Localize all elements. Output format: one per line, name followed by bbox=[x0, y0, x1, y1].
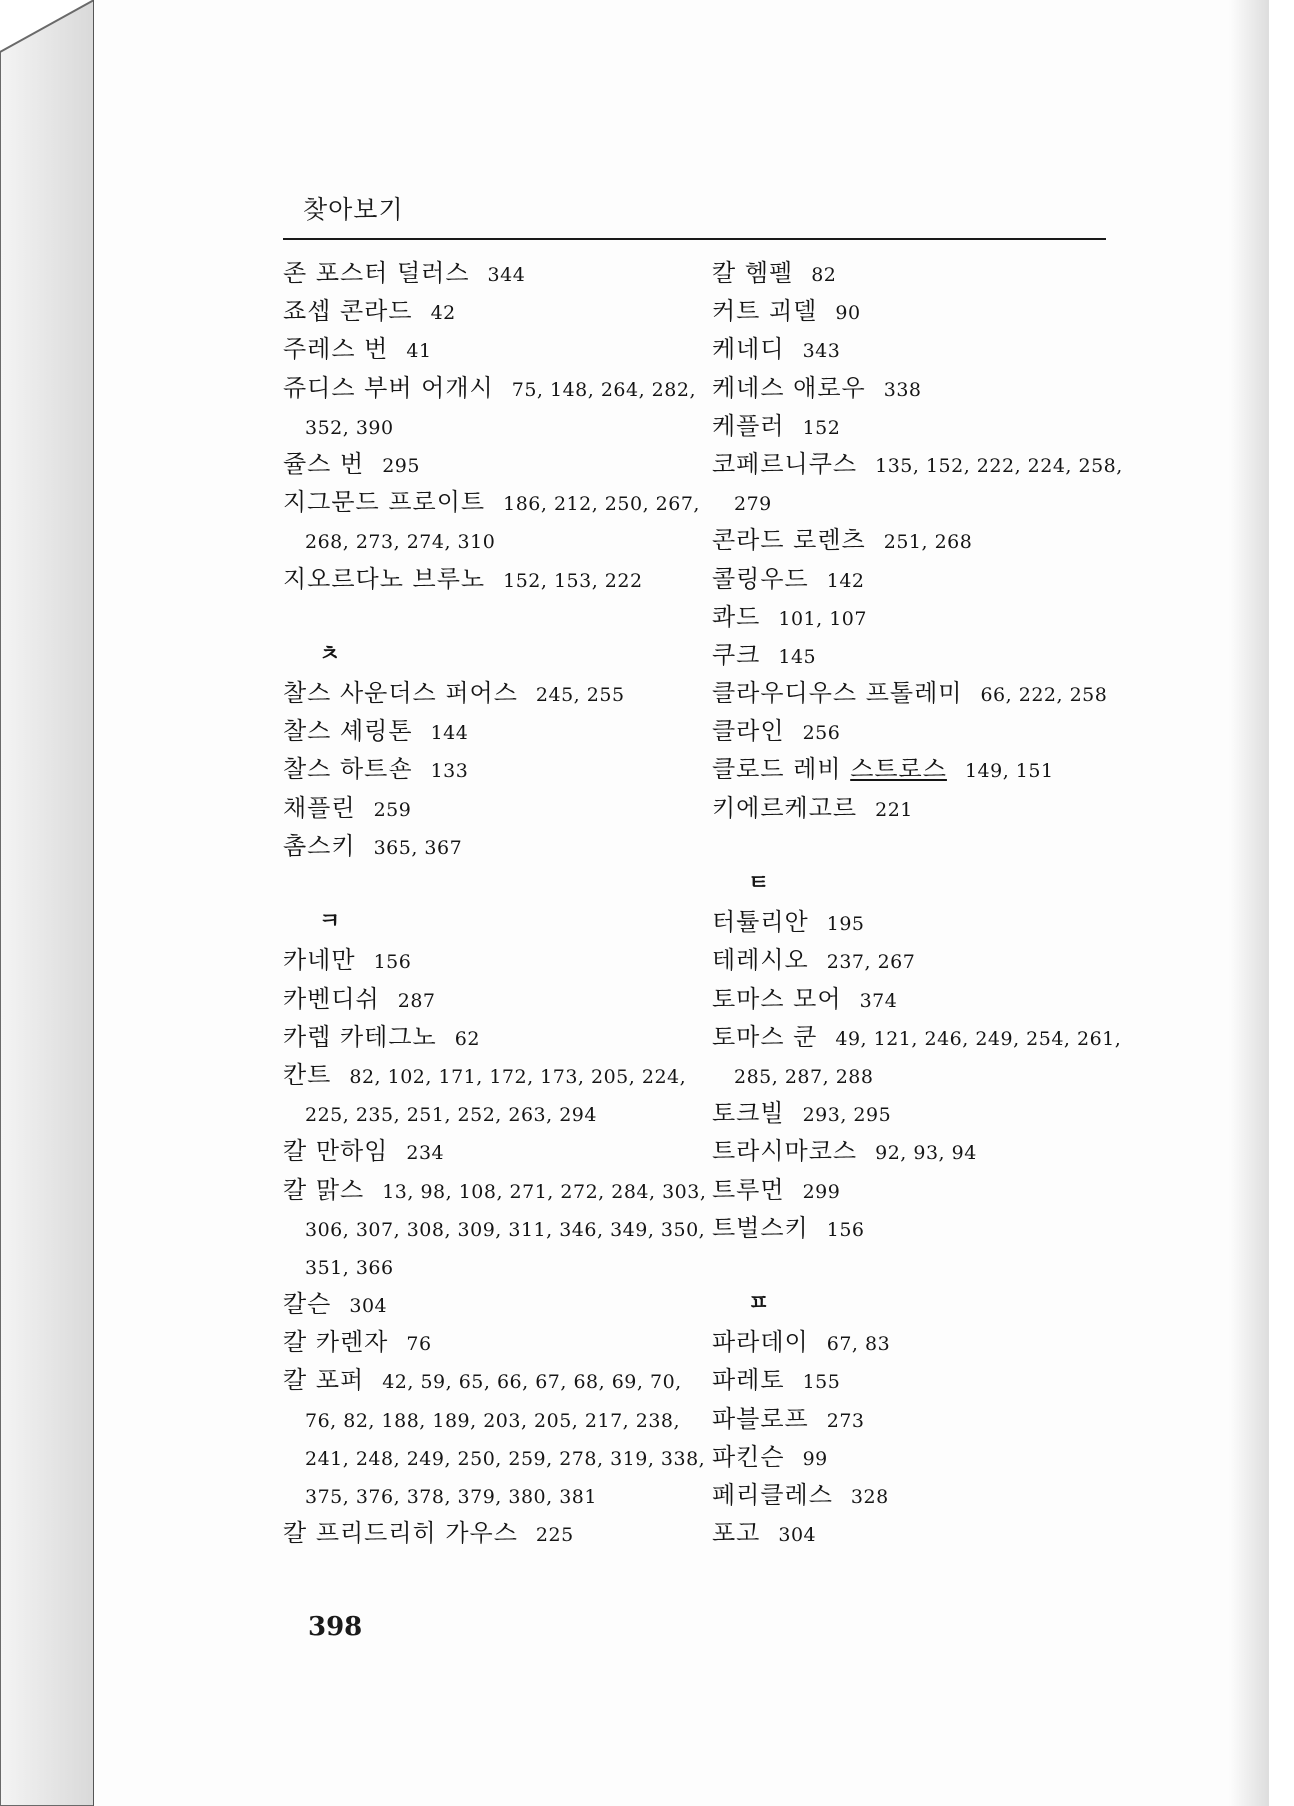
entry-pages: 245, 255 bbox=[535, 684, 625, 707]
entry-name: 채플린 bbox=[283, 793, 356, 822]
index-entry bbox=[712, 560, 1112, 598]
entry-name: 파블로프 bbox=[712, 1404, 809, 1433]
index-entry bbox=[283, 560, 693, 598]
index-entry bbox=[283, 789, 693, 827]
entry-pages: 186, 212, 250, 267, bbox=[503, 493, 700, 516]
entry-pages: 338 bbox=[883, 378, 922, 401]
index-entry bbox=[283, 827, 693, 865]
entry-pages: 343 bbox=[802, 340, 841, 363]
entry-pages: 99 bbox=[802, 1447, 828, 1470]
index-entry-continuation bbox=[712, 1056, 1112, 1094]
entry-name: 케네스 애로우 bbox=[712, 373, 866, 402]
index-entry bbox=[283, 445, 693, 483]
entry-name: 트벌스키 bbox=[712, 1213, 809, 1242]
entry-pages: 49, 121, 246, 249, 254, 261, bbox=[835, 1027, 1122, 1050]
index-entry bbox=[283, 254, 693, 292]
index-entry-continuation bbox=[283, 521, 693, 559]
section-gap bbox=[712, 827, 1112, 865]
entry-pages: 101, 107 bbox=[778, 607, 867, 630]
entry-pages: 225, 235, 251, 252, 263, 294 bbox=[305, 1104, 597, 1127]
entry-name: 커트 괴델 bbox=[712, 297, 818, 326]
entry-pages: 287 bbox=[397, 989, 436, 1012]
entry-pages: 304 bbox=[349, 1295, 388, 1318]
entry-pages: 237, 267 bbox=[826, 951, 916, 974]
index-entry bbox=[712, 407, 1112, 445]
entry-pages: 285, 287, 288 bbox=[734, 1065, 874, 1088]
index-entry bbox=[712, 369, 1112, 407]
entry-name: 키에르케고르 bbox=[712, 793, 858, 822]
entry-pages: 352, 390 bbox=[305, 416, 394, 439]
entry-name-underlined: 스트로스 bbox=[850, 755, 947, 784]
entry-name: 카렙 카테그노 bbox=[283, 1022, 437, 1051]
entry-pages: 82 bbox=[811, 264, 837, 286]
index-entry bbox=[712, 521, 1112, 559]
index-entry-continuation bbox=[283, 1247, 693, 1285]
entry-pages: 351, 366 bbox=[305, 1256, 394, 1279]
entry-name: 칼 만하임 bbox=[283, 1137, 389, 1166]
index-entry bbox=[712, 1476, 1112, 1514]
entry-name: 죠셉 콘라드 bbox=[283, 297, 413, 326]
entry-pages: 256 bbox=[802, 722, 841, 745]
index-entry bbox=[283, 980, 693, 1018]
entry-name: 촘스키 bbox=[283, 831, 356, 860]
entry-name: 칼 포퍼 bbox=[283, 1366, 365, 1395]
entry-pages: 259 bbox=[373, 798, 412, 821]
entry-pages: 42 bbox=[430, 302, 456, 325]
entry-name: 주레스 번 bbox=[283, 335, 389, 364]
entry-pages: 62 bbox=[454, 1027, 480, 1050]
entry-pages: 234 bbox=[406, 1142, 445, 1165]
section-letter-heading: ㅌ bbox=[748, 871, 770, 896]
index-entry bbox=[712, 1209, 1112, 1247]
page-title: 찾아보기 bbox=[303, 195, 404, 224]
index-entry bbox=[283, 369, 696, 407]
entry-name: 클라우디우스 프톨레미 bbox=[712, 679, 963, 708]
entry-name: 콜링우드 bbox=[712, 564, 809, 593]
entry-pages: 82, 102, 171, 172, 173, 205, 224, bbox=[349, 1065, 687, 1088]
entry-name: 코페르니쿠스 bbox=[712, 449, 858, 478]
entry-name: 콰드 bbox=[712, 602, 761, 631]
index-entry bbox=[712, 1361, 1112, 1399]
entry-pages: 273 bbox=[826, 1409, 865, 1432]
index-entry bbox=[712, 636, 1112, 674]
entry-pages: 155 bbox=[802, 1371, 841, 1394]
entry-pages: 304 bbox=[778, 1524, 817, 1547]
entry-name: 카네만 bbox=[283, 946, 356, 975]
entry-name: 찰스 하트숀 bbox=[283, 755, 413, 784]
entry-pages: 144 bbox=[430, 722, 469, 745]
index-entry-continuation bbox=[283, 1438, 706, 1476]
entry-name: 트루먼 bbox=[712, 1175, 785, 1204]
index-entry bbox=[283, 1171, 707, 1209]
entry-name: 칼 카렌자 bbox=[283, 1328, 389, 1357]
entry-pages: 375, 376, 378, 379, 380, 381 bbox=[305, 1486, 597, 1508]
entry-pages: 279 bbox=[734, 493, 772, 516]
index-entry-continuation bbox=[283, 1094, 693, 1132]
entry-pages: 90 bbox=[835, 302, 861, 325]
entry-name: 지그문드 프로이트 bbox=[283, 488, 486, 517]
entry-name: 쿠크 bbox=[712, 640, 761, 669]
entry-pages: 75, 148, 264, 282, bbox=[511, 378, 696, 401]
entry-name: 파라데이 bbox=[712, 1328, 809, 1357]
entry-pages: 13, 98, 108, 271, 272, 284, 303, bbox=[382, 1180, 707, 1203]
index-entry bbox=[712, 445, 1123, 483]
index-entry bbox=[712, 674, 1112, 712]
entry-pages: 42, 59, 65, 66, 67, 68, 69, 70, bbox=[382, 1371, 682, 1394]
index-entry bbox=[712, 1323, 1112, 1361]
entry-pages: 306, 307, 308, 309, 311, 346, 349, 350, bbox=[305, 1218, 706, 1241]
entry-pages: 295 bbox=[382, 454, 420, 477]
header-divider bbox=[283, 238, 1106, 240]
entry-name: 토크빌 bbox=[712, 1099, 785, 1128]
entry-pages: 268, 273, 274, 310 bbox=[305, 531, 496, 554]
index-entry bbox=[283, 712, 693, 750]
index-entry bbox=[283, 941, 693, 979]
index-entry bbox=[712, 598, 1112, 636]
entry-name: 칼 헴펠 bbox=[712, 259, 794, 287]
index-entry bbox=[712, 1132, 1112, 1170]
entry-name: 칼슨 bbox=[283, 1290, 332, 1319]
entry-pages: 221 bbox=[875, 798, 913, 821]
entry-name: 케네디 bbox=[712, 335, 785, 364]
entry-name: 포고 bbox=[712, 1519, 761, 1548]
index-entry bbox=[712, 254, 1112, 292]
index-entry bbox=[712, 1094, 1112, 1132]
section-gap bbox=[283, 865, 693, 903]
section-letter-heading: ㅍ bbox=[748, 1291, 770, 1317]
entry-name: 칼 맑스 bbox=[283, 1175, 365, 1204]
page-number: 398 bbox=[308, 1612, 363, 1642]
entry-name: 쥬디스 부버 어개시 bbox=[283, 373, 494, 402]
index-entry bbox=[712, 1400, 1112, 1438]
entry-pages: 67, 83 bbox=[826, 1333, 891, 1356]
index-entry-continuation bbox=[283, 1400, 693, 1438]
entry-name: 존 포스터 덜러스 bbox=[283, 259, 470, 287]
index-entry bbox=[712, 750, 1112, 788]
entry-name: 파킨슨 bbox=[712, 1442, 785, 1471]
entry-pages: 225 bbox=[535, 1524, 574, 1547]
entry-pages: 66, 222, 258 bbox=[980, 684, 1108, 707]
entry-pages: 135, 152, 222, 224, 258, bbox=[875, 454, 1123, 477]
entry-name: 파레토 bbox=[712, 1366, 785, 1395]
entry-pages: 328 bbox=[850, 1486, 889, 1508]
index-entry-continuation bbox=[283, 1476, 693, 1514]
entry-pages: 149, 151 bbox=[964, 760, 1054, 783]
index-entry bbox=[283, 674, 693, 712]
entry-pages: 76, 82, 188, 189, 203, 205, 217, 238, bbox=[305, 1409, 681, 1432]
index-entry bbox=[283, 1323, 693, 1361]
entry-name: 클라인 bbox=[712, 717, 785, 746]
entry-name: 콘라드 로렌츠 bbox=[712, 526, 866, 555]
entry-name: 칸트 bbox=[283, 1060, 332, 1089]
index-entry bbox=[712, 330, 1112, 368]
index-entry bbox=[283, 1514, 693, 1552]
index-entry bbox=[283, 1056, 693, 1094]
entry-pages: 293, 295 bbox=[802, 1104, 892, 1127]
index-entry bbox=[712, 980, 1112, 1018]
entry-name: 트라시마코스 bbox=[712, 1137, 858, 1166]
entry-pages: 365, 367 bbox=[373, 836, 463, 859]
index-column-left bbox=[283, 254, 707, 1552]
index-entry bbox=[712, 1514, 1112, 1552]
entry-pages: 133 bbox=[430, 760, 469, 783]
index-entry-continuation bbox=[283, 407, 693, 445]
entry-pages: 156 bbox=[373, 951, 412, 974]
index-entry bbox=[712, 903, 1112, 941]
entry-name: 클로드 레비 bbox=[712, 755, 851, 784]
entry-name: 토마스 쿤 bbox=[712, 1022, 818, 1051]
entry-name: 찰스 사운더스 퍼어스 bbox=[283, 679, 518, 708]
entry-name: 터튤리안 bbox=[712, 908, 809, 937]
index-entry bbox=[712, 1438, 1112, 1476]
index-entry bbox=[712, 1018, 1122, 1056]
entry-name: 칼 프리드리히 가우스 bbox=[283, 1519, 518, 1548]
entry-pages: 195 bbox=[826, 913, 865, 936]
index-entry bbox=[283, 1361, 693, 1399]
entry-name: 쥴스 번 bbox=[283, 449, 365, 478]
index-entry bbox=[283, 292, 693, 330]
index-entry bbox=[712, 941, 1112, 979]
index-entry bbox=[283, 1132, 693, 1170]
entry-pages: 251, 268 bbox=[883, 531, 973, 554]
entry-name: 지오르다노 브루노 bbox=[283, 564, 486, 593]
entry-name: 테레시오 bbox=[712, 946, 809, 975]
index-column-right bbox=[712, 254, 1123, 1552]
page-edge-shadow bbox=[1229, 0, 1269, 1806]
index-entry bbox=[712, 712, 1112, 750]
entry-pages: 92, 93, 94 bbox=[875, 1142, 977, 1165]
entry-name: 찰스 셰링톤 bbox=[283, 717, 413, 746]
index-entry bbox=[283, 750, 693, 788]
entry-pages: 152, 153, 222 bbox=[503, 569, 643, 592]
section-gap bbox=[283, 598, 693, 636]
index-entry bbox=[283, 1285, 693, 1323]
index-entry bbox=[283, 483, 700, 521]
index-entry bbox=[283, 1018, 693, 1056]
index-entry bbox=[712, 1171, 1112, 1209]
entry-pages: 145 bbox=[778, 645, 817, 668]
index-entry bbox=[283, 330, 693, 368]
index-entry-continuation bbox=[283, 1209, 706, 1247]
section-letter-heading: ㅋ bbox=[319, 909, 341, 935]
index-entry-continuation bbox=[712, 483, 1112, 521]
section-letter-heading: ㅊ bbox=[319, 641, 341, 667]
entry-pages: 344 bbox=[487, 264, 526, 286]
entry-name: 토마스 모어 bbox=[712, 984, 842, 1013]
entry-name: 케플러 bbox=[712, 411, 785, 440]
entry-pages: 41 bbox=[406, 340, 432, 363]
index-entry bbox=[712, 292, 1112, 330]
entry-pages: 299 bbox=[802, 1180, 841, 1203]
entry-name: 페리클레스 bbox=[712, 1481, 833, 1509]
section-gap bbox=[712, 1247, 1112, 1285]
entry-pages: 156 bbox=[826, 1218, 865, 1241]
index-entry bbox=[712, 789, 1112, 827]
entry-pages: 152 bbox=[802, 416, 841, 439]
entry-pages: 241, 248, 249, 250, 259, 278, 319, 338, bbox=[305, 1447, 706, 1470]
entry-pages: 374 bbox=[859, 989, 898, 1012]
entry-pages: 142 bbox=[826, 569, 865, 592]
entry-name: 카벤디쉬 bbox=[283, 984, 380, 1013]
entry-pages: 76 bbox=[406, 1333, 432, 1356]
